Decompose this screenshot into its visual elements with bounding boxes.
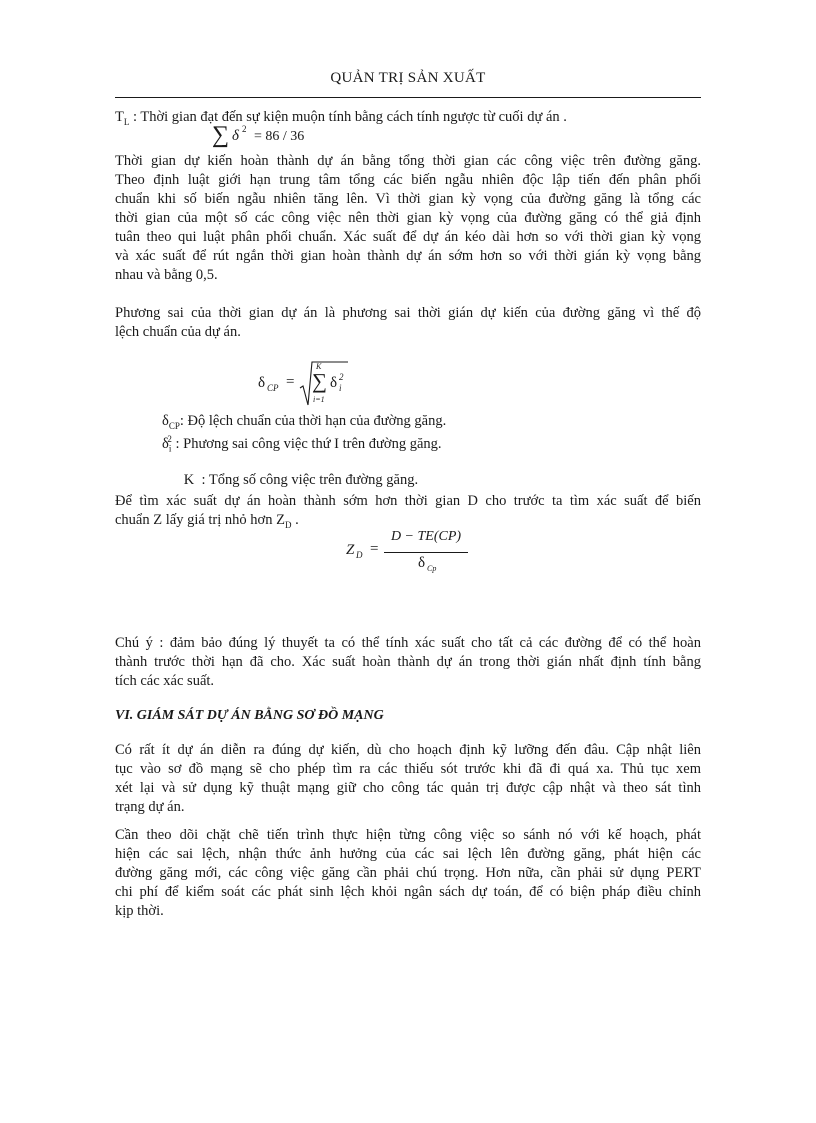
header-rule bbox=[115, 97, 701, 98]
line-text: chuẩn Z lấy giá trị nhỏ hơn Z bbox=[115, 512, 285, 528]
fraction-bar bbox=[384, 552, 468, 553]
denominator-subscript: Cp bbox=[427, 564, 437, 573]
paragraph-line: chi phí để kiểm soát các phát sinh lệch khỏi ngân sách dự toán, để có biện pháp điều chỉnh bbox=[115, 884, 701, 900]
def-text: : Tổng số công việc trên đường găng. bbox=[194, 472, 419, 488]
paragraph-line: Theo định luật giới hạn trung tâm tổng các biến ngẫu nhiên độc lập tiến đến phân phối bbox=[115, 172, 701, 188]
paragraph-line: lệch chuẩn của dự án. bbox=[115, 324, 241, 340]
tl-symbol: T bbox=[115, 109, 124, 125]
delta-symbol: δ bbox=[232, 128, 239, 144]
paragraph-line: Phương sai của thời gian dự án là phương sai thời gián dự kiến của đường găng vì thế độ bbox=[115, 305, 701, 321]
fraction-numerator: D − TE(CP) bbox=[390, 529, 462, 544]
sum-upper-limit: K bbox=[316, 362, 322, 371]
paragraph-line: thành trước thời hạn đã cho. Xác suất hoàn thành dự án trong thời gián nhất định tính bằng bbox=[115, 654, 701, 670]
sum-symbol: ∑ bbox=[312, 369, 327, 393]
variance-value: = 86 / 36 bbox=[254, 129, 305, 144]
paragraph-line: tích các xác suất. bbox=[115, 673, 215, 689]
definition-delta-i bbox=[162, 434, 442, 454]
def-subscript: CP bbox=[168, 420, 180, 431]
paragraph-line: trạng dự án. bbox=[115, 799, 185, 815]
z-score-equation bbox=[346, 528, 476, 578]
delta-i-subscript: i bbox=[339, 383, 342, 393]
def-symbol: δ bbox=[162, 435, 169, 452]
paragraph-line: Có rất ít dự án diễn ra đúng dự kiến, dù cho hoạch định kỹ lưỡng đến đâu. Cập nhật liên bbox=[115, 742, 701, 758]
tl-text: : Thời gian đạt đến sự kiện muộn tính bằng cách tính ngược từ cuối dự án . bbox=[129, 109, 567, 125]
section-heading: VI. GIÁM SÁT DỰ ÁN BẰNG SƠ ĐỒ MẠNG bbox=[115, 708, 384, 723]
equals-sign: = bbox=[370, 541, 379, 557]
paragraph-line: nhau và bằng 0,5. bbox=[115, 267, 218, 283]
equals-sign: = bbox=[286, 374, 295, 390]
paragraph-line: Chú ý : đảm bảo đúng lý thuyết ta có thể tính xác suất cho tất cả các đường để có thể hoàn bbox=[115, 635, 701, 651]
tl-subscript: L bbox=[123, 116, 130, 127]
paragraph-line: kịp thời. bbox=[115, 903, 164, 919]
zd-subscript: D bbox=[284, 519, 292, 530]
definition-delta-cp bbox=[162, 413, 446, 431]
paragraph-line: tuân theo qui luật phân phối chuẩn. Xác suất để dự án kéo dài hơn so với thời gian kỳ vọng bbox=[115, 229, 701, 245]
paragraph-line: Để tìm xác suất dự án hoàn thành sớm hơn thời gian D cho trước ta tìm xác suất để biến bbox=[115, 493, 701, 509]
z-subscript: D bbox=[356, 550, 363, 560]
def-subscript: i bbox=[168, 443, 172, 454]
sum-lower-limit: i=1 bbox=[313, 395, 325, 404]
def-text: : Phương sai công việc thứ I trên đường găng. bbox=[171, 435, 442, 452]
paragraph-line: đường găng mới, các công việc găng cần phải chú trọng. Hơn nữa, cần phải sử dụng PERT bbox=[115, 865, 701, 881]
paragraph-line: chuẩn khi số biến ngẫu nhiên tăng lên. Vì thời gian kỳ vọng của đường găng là tổng các bbox=[115, 191, 701, 207]
line-end: . bbox=[291, 512, 299, 528]
delta-exponent: 2 bbox=[242, 124, 247, 134]
paragraph-line: hiện các sai lệch, nhận thức ảnh hưởng của các sai lệch lên đường găng, phát hiện các bbox=[115, 846, 701, 862]
paragraph-line: thời gian của một số các công việc nên thời gian kỳ vọng của đường găng có thể giả định bbox=[115, 210, 701, 226]
paragraph-line: và xác suất để rút ngắn thời gian hoàn thành dự án sớm hơn so với thời gián kỳ vọng bằng bbox=[115, 248, 701, 264]
delta-i-symbol: δ bbox=[330, 375, 338, 391]
sum-symbol: ∑ bbox=[212, 122, 230, 148]
std-dev-equation bbox=[258, 358, 358, 408]
paragraph-line: Thời gian dự kiến hoàn thành dự án bằng tổng thời gian các công việc trên đường găng. bbox=[115, 153, 701, 169]
def-text: : Độ lệch chuẩn của thời hạn của đường găng. bbox=[179, 413, 447, 429]
z-symbol: Z bbox=[346, 542, 355, 558]
page-header: QUẢN TRỊ SẢN XUẤT bbox=[330, 70, 486, 86]
paragraph-line: xét lại và sử dụng kỹ thuật mạng giữ cho công tác quản trị được cập nhật và theo sát tình bbox=[115, 780, 701, 796]
delta-i-exponent: 2 bbox=[339, 372, 344, 382]
delta-cp-subscript: CP bbox=[267, 383, 279, 393]
def-superscript: 2 bbox=[167, 434, 172, 444]
tl-definition bbox=[115, 108, 701, 132]
paragraph-line: Cần theo dõi chặt chẽ tiến trình thực hiện từng công việc so sánh nó với kế hoạch, phát bbox=[115, 827, 701, 843]
def-symbol: δ bbox=[162, 413, 169, 429]
delta-cp-symbol: δ bbox=[258, 375, 266, 391]
fraction-denominator: δ bbox=[418, 555, 426, 571]
paragraph-line: tục vào sơ đồ mạng sẽ cho phép tìm ra các thiếu sót trước khi đã đi quá xa. Thủ tục xem bbox=[115, 761, 701, 777]
def-symbol: K bbox=[183, 472, 195, 488]
